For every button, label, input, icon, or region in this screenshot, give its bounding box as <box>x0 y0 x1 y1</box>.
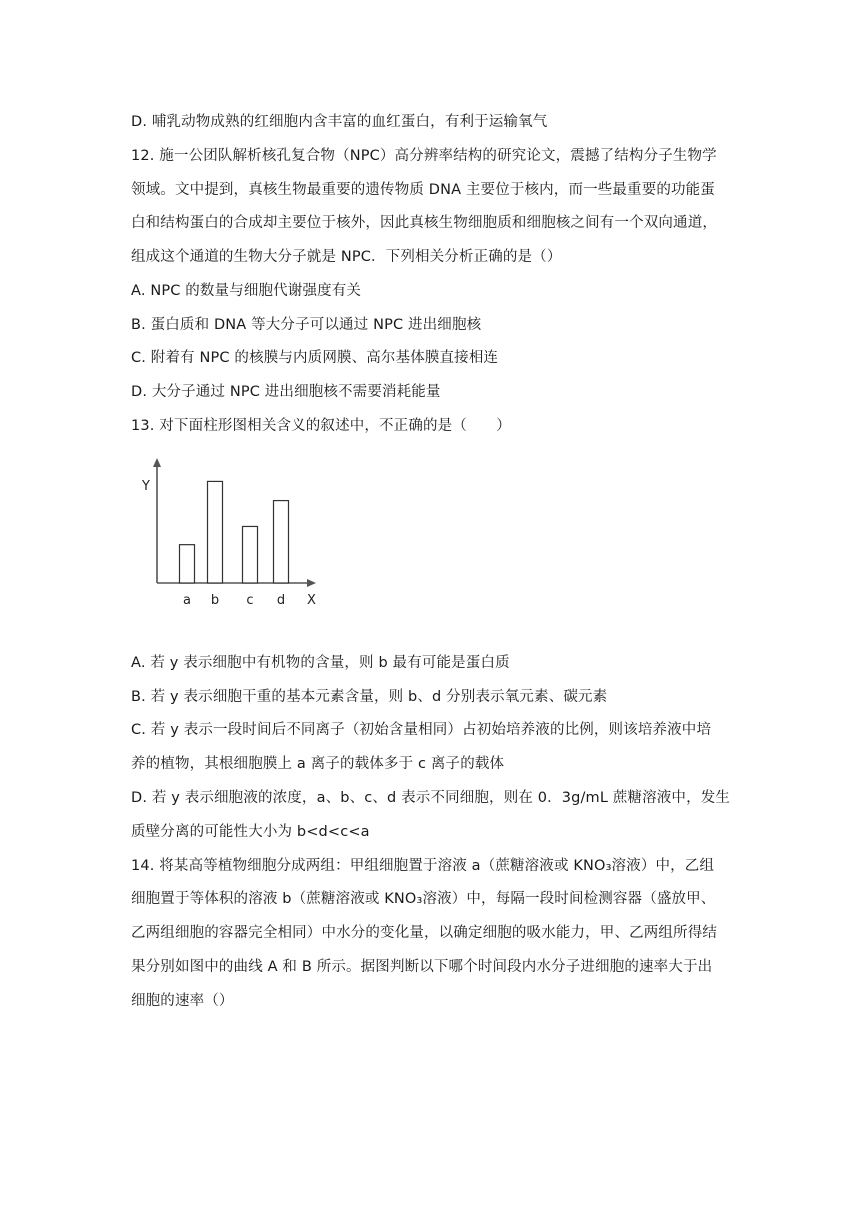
bar-d <box>274 501 289 583</box>
bar-c <box>243 526 258 583</box>
option-13-c-line-2: 养的植物，其根细胞膜上 a 离子的载体多于 c 离子的载体 <box>131 756 505 772</box>
y-axis-label: Y <box>142 479 150 494</box>
question-12-line-3: 白和结构蛋白的合成却主要位于核外，因此真核生物细胞质和细胞核之间有一个双向通道， <box>131 215 717 231</box>
question-12-line-2: 领域。文中提到，真核生物最重要的遗传物质 DNA 主要位于核内，而一些最重要的功能蛋 <box>131 182 715 198</box>
bar-chart <box>138 452 328 612</box>
chart-axes <box>153 458 316 587</box>
x-tick-label-b: b <box>210 593 220 608</box>
option-13-d-line-1: D. 若 y 表示细胞液的浓度，a、b、c、d 表示不同细胞，则在 0．3g/mL 蔗糖溶液中，发生 <box>131 790 731 806</box>
question-14-line-3: 乙两组细胞的容器完全相同）中水分的变化量，以确定细胞的吸水能力，甲、乙两组所得结 <box>131 925 717 941</box>
question-14-line-2: 细胞置于等体积的溶液 b（蔗糖溶液或 KNO₃溶液）中，每隔一段时间检测容器（盛放甲、 <box>131 891 716 907</box>
option-12-a: A. NPC 的数量与细胞代谢强度有关 <box>131 283 362 299</box>
x-axis-arrow <box>307 579 316 587</box>
x-axis-label: X <box>307 593 316 608</box>
question-12-line-4: 组成这个通道的生物大分子就是 NPC．下列相关分析正确的是（） <box>131 249 562 265</box>
option-13-a: A. 若 y 表示细胞中有机物的含量，则 b 最有可能是蛋白质 <box>131 655 510 671</box>
chart-bars <box>180 481 289 583</box>
x-tick-label-d: d <box>276 593 286 608</box>
question-14-line-5: 细胞的速率（） <box>131 993 234 1009</box>
option-11-d: D. 哺乳动物成熟的红细胞内含丰富的血红蛋白，有利于运输氧气 <box>131 114 548 130</box>
question-13-stem: 13. 对下面柱形图相关含义的叙述中，不正确的是（ ） <box>131 418 511 434</box>
x-tick-label-c: c <box>246 593 254 608</box>
option-12-c: C. 附着有 NPC 的核膜与内质网膜、高尔基体膜直接相连 <box>131 350 499 366</box>
bar-b <box>208 481 223 583</box>
y-axis-arrow <box>153 458 161 467</box>
question-14-line-4: 果分别如图中的曲线 A 和 B 所示。据图判断以下哪个时间段内水分子进细胞的速率大于出 <box>131 959 713 975</box>
bar-a <box>180 545 195 583</box>
option-13-c-line-1: C. 若 y 表示一段时间后不同离子（初始含量相同）占初始培养液的比例，则该培养液中培 <box>131 722 712 738</box>
x-tick-label-a: a <box>183 593 191 608</box>
option-13-b: B. 若 y 表示细胞干重的基本元素含量，则 b、d 分别表示氧元素、碳元素 <box>131 689 608 705</box>
question-14-line-1: 14. 将某高等植物细胞分成两组：甲组细胞置于溶液 a（蔗糖溶液或 KNO₃溶液）中，乙组 <box>131 858 715 874</box>
option-12-d: D. 大分子通过 NPC 进出细胞核不需要消耗能量 <box>131 384 441 400</box>
chart-labels <box>141 479 316 608</box>
option-12-b: B. 蛋白质和 DNA 等大分子可以通过 NPC 进出细胞核 <box>131 317 482 333</box>
question-12-line-1: 12. 施一公团队解析核孔复合物（NPC）高分辨率结构的研究论文，震撼了结构分子生物学 <box>131 148 717 164</box>
option-13-d-line-2: 质壁分离的可能性大小为 b<d<c<a <box>131 824 370 840</box>
